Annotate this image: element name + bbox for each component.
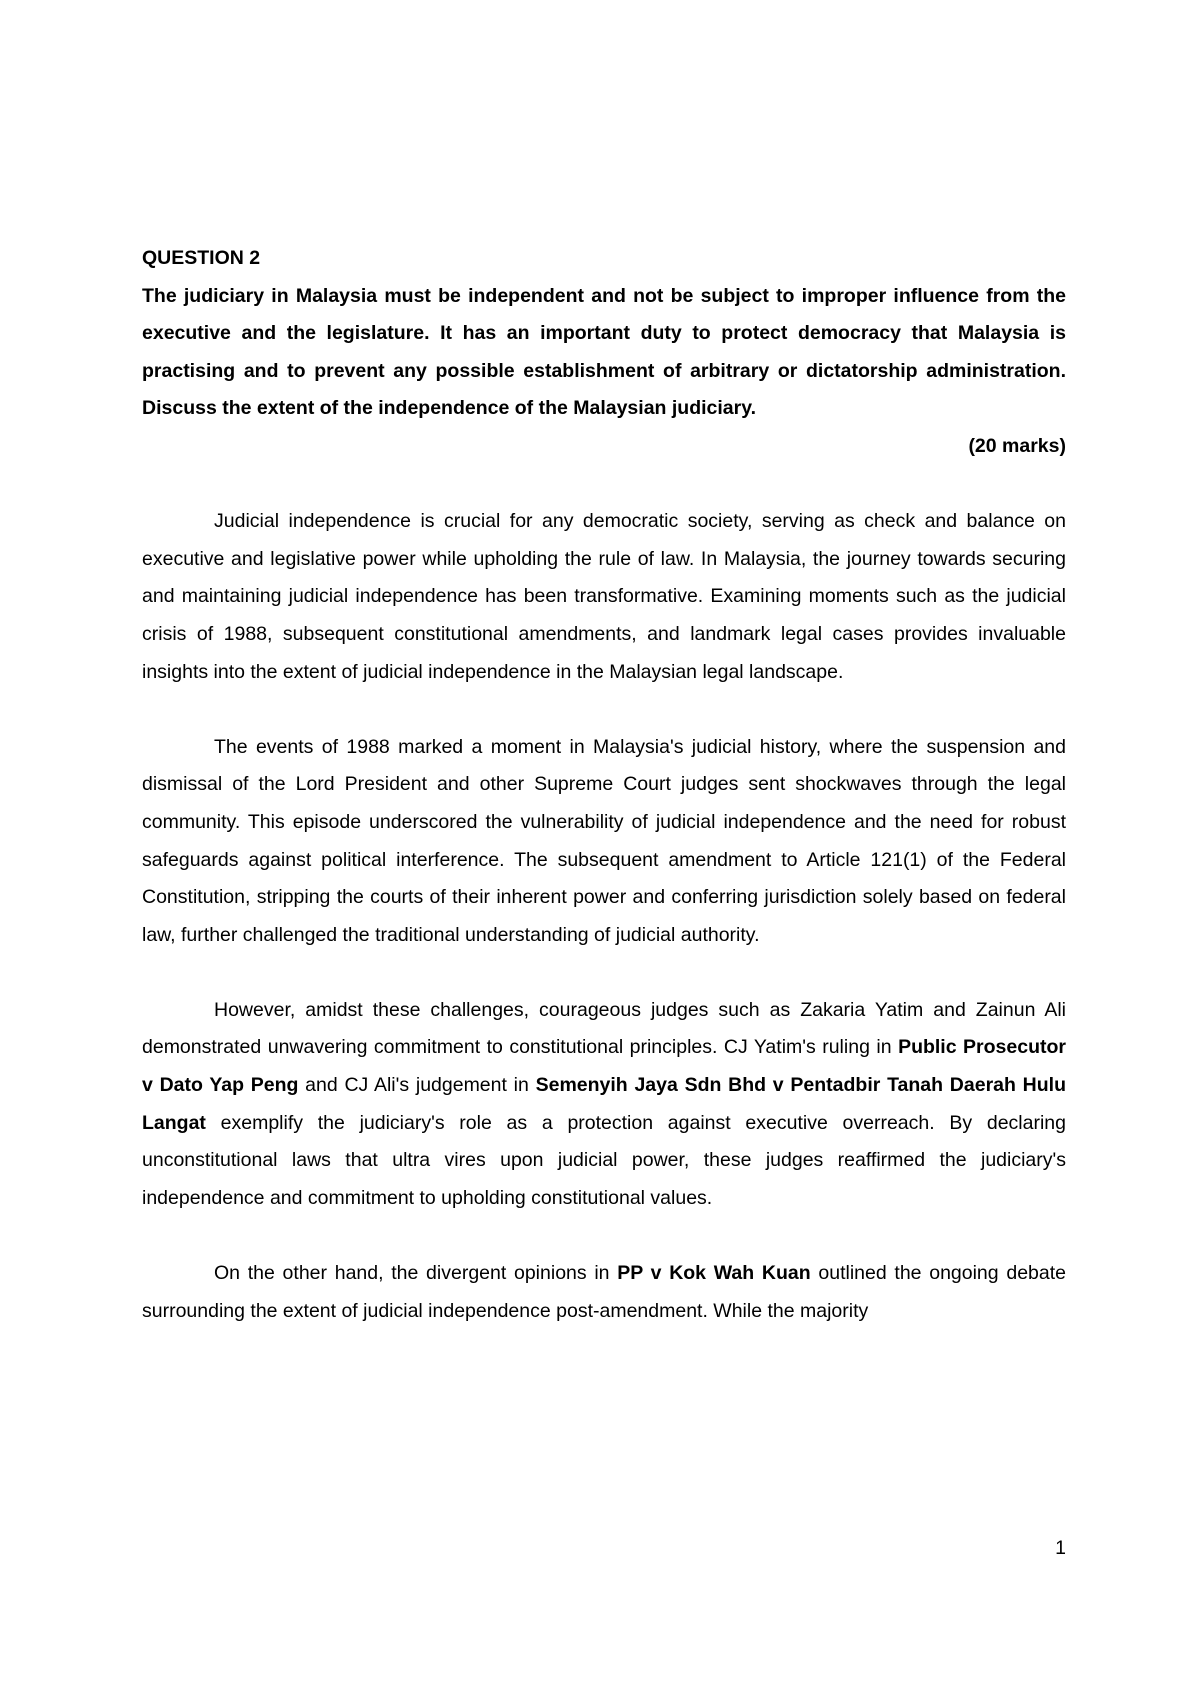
document-content xyxy=(142,240,1066,1330)
paragraph-text: outlined the ongoing debate surrounding the extent of judicial independence post-amendment. While the majority xyxy=(142,1262,1066,1322)
question-text: The judiciary in Malaysia must be independent and not be subject to improper influence from the executive and the legislature. It has an important duty to protect democracy that Malaysia is practising and to prevent any possible establishment of arbitrary or dictatorship administration. Discuss the extent of the independence of the Malaysian judiciary. xyxy=(142,284,1066,420)
paragraph-courageous-judges xyxy=(142,992,1066,1218)
question-heading: QUESTION 2 xyxy=(142,247,261,269)
paragraph-text: and CJ Ali's judgement in xyxy=(298,1074,536,1097)
case-citation: Semenyih Jaya Sdn Bhd v Pentadbir Tanah Daerah Hulu Langat xyxy=(142,1074,1066,1134)
paragraph-intro: Judicial independence is crucial for any democratic society, serving as check and balance on executive and legislative power while upholding the rule of law. In Malaysia, the journey towards securing and maintaining judicial independence has been transformative. Examining moments such as the judicial crisis of 1988, subsequent constitutional amendments, and landmark legal cases provides invaluable insights into the extent of judicial independence in the Malaysian legal landscape. xyxy=(142,510,1066,683)
case-citation: PP v Kok Wah Kuan xyxy=(617,1262,811,1285)
paragraph-text: exemplify the judiciary's role as a protection against executive overreach. By declaring unconstitutional laws that ultra vires upon judicial power, these judges reaffirmed the judiciary's independence and commitment to upholding constitutional values. xyxy=(142,1111,1066,1209)
paragraph-1988-crisis: The events of 1988 marked a moment in Malaysia's judicial history, where the suspension and dismissal of the Lord President and other Supreme Court judges sent shockwaves through the legal community. This episode underscored the vulnerability of judicial independence and the need for robust safeguards against political interference. The subsequent amendment to Article 121(1) of the Federal Constitution, stripping the courts of their inherent power and conferring jurisdiction solely based on federal law, further challenged the traditional understanding of judicial authority. xyxy=(142,735,1066,946)
case-citation: Public Prosecutor v Dato Yap Peng xyxy=(142,1036,1066,1097)
paragraph-text: On the other hand, the divergent opinions in xyxy=(214,1262,618,1285)
question-marks: (20 marks) xyxy=(968,434,1066,457)
page-number: 1 xyxy=(1055,1537,1066,1559)
paragraph-text: However, amidst these challenges, courageous judges such as Zakaria Yatim and Zainun Ali demonstrated unwavering commitment to constitutional principles. CJ Yatim's ruling in xyxy=(142,998,1066,1059)
paragraph-divergent-opinions xyxy=(142,1255,1066,1330)
